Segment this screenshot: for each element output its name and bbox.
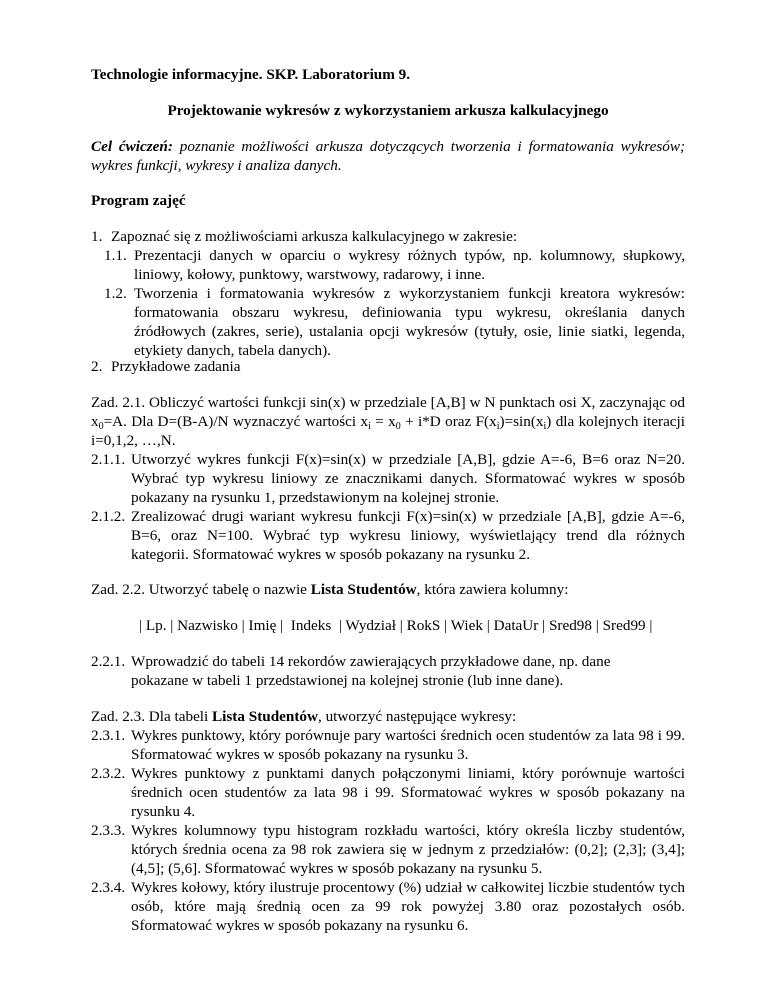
zad21-text-f: ) dla kolejnych iteracji i=0,1,2, …,N. (91, 413, 685, 449)
section1-text: Zapoznać się z możliwościami arkusza kalkulacyjnego w zakresie: (111, 228, 518, 245)
zad22-item-1-num: 2.2.1. (91, 653, 126, 670)
document-title: Projektowanie wykresów z wykorzystaniem arkusza kalkulacyjnego (167, 102, 609, 119)
goal-text: poznanie możliwości arkusza dotyczących tworzenia i formatowania wykresów; wykres funkcji, wykresy i analiza danych. (91, 138, 686, 174)
zad21-item-1-num: 2.1.1. (91, 451, 126, 468)
zad23-item-3-text: Wykres kolumnowy typu histogram rozkładu wartości, który określa liczby studentów, których średnia ocena za 98 rok zawiera się w jednym z przedziałów: (0,2]; (2,3]; (3,4]; (4,5]; (5,6]. Sformatować wykres w sposób pokazany na rysunku 5. (131, 822, 685, 877)
section1-item-2-num: 1.2. (104, 285, 127, 302)
zad22-text-b: , która zawiera kolumny: (416, 581, 569, 598)
zad22-table-name: Lista Studentów (310, 581, 417, 598)
zad23-item-1-num: 2.3.1. (91, 727, 126, 744)
zad21-paragraph (91, 393, 685, 450)
zad21-text-b: =A. Dla D=(B-A)/N wyznaczyć wartości x (103, 413, 369, 430)
zad22-paragraph (91, 580, 685, 599)
zad21-subi: i (368, 421, 371, 432)
program-heading: Program zajęć (91, 192, 186, 209)
zad23-text-a: Zad. 2.3. Dla tabeli (91, 708, 213, 725)
zad21-item-2-num: 2.1.2. (91, 508, 126, 525)
zad21-text-a: Zad. 2.1. Obliczyć wartości funkcji sin(x) w przedziale [A,B] w N punktach osi X, zaczynając od x (91, 394, 685, 430)
section1-item-1-text: Prezentacji danych w oparciu o wykresy różnych typów, np. kolumnowy, słupkowy, liniowy, kołowy, punktowy, warstwowy, radarowy, i inne. (134, 247, 685, 283)
section1-item-2-text: Tworzenia i formatowania wykresów z wykorzystaniem funkcji kreatora wykresów: formatowania obszaru wykresu, definiowania typu wykresu, określania danych źródłowych (zakres, serie), ustalania opcji wykresów (tytuły, osie, linie siatki, legenda, etykiety danych, tabela danych). (134, 285, 685, 359)
zad22-columns: | Lp. | Nazwisko | Imię | Indeks | Wydział | RokS | Wiek | DataUr | Sred98 | Sred99 | (139, 617, 653, 634)
zad21-item-2 (91, 507, 685, 564)
section1-item-2 (104, 284, 685, 360)
zad21-text-d: + i*D oraz F(x (400, 413, 497, 430)
zad23-item-3-num: 2.3.3. (91, 822, 126, 839)
zad23-item-1-text: Wykres punktowy, który porównuje pary wartości średnich ocen studentów za lata 98 i 99. Sformatować wykres w sposób pokazany na rysunku 3. (131, 727, 685, 763)
zad23-text-b: , utworzyć następujące wykresy: (317, 708, 517, 725)
zad23-item-4 (91, 878, 685, 935)
section2-line (91, 357, 685, 376)
zad21-sub0b: 0 (395, 421, 401, 432)
zad22-text-a: Zad. 2.2. Utworzyć tabelę o nazwie (91, 581, 311, 598)
goal-label: Cel ćwiczeń: (91, 138, 173, 155)
course-line: Technologie informacyjne. SKP. Laboratorium 9. (91, 66, 411, 83)
zad23-paragraph (91, 707, 685, 726)
zad22-item-1 (91, 652, 611, 690)
section2-text: Przykładowe zadania (111, 358, 241, 375)
section1-item-1-num: 1.1. (104, 247, 127, 264)
zad23-item-4-num: 2.3.4. (91, 879, 126, 896)
zad21-sub0: 0 (98, 421, 104, 432)
zad22-item-1-text: Wprowadzić do tabeli 14 rekordów zawierających przykładowe dane, np. dane pokazane w tabeli 1 przedstawionej na kolejnej stronie (lub inne dane). (131, 653, 611, 689)
zad21-item-2-text: Zrealizować drugi wariant wykresu funkcji F(x)=sin(x) w przedziale [A,B], gdzie A=-6, B=6, oraz N=100. Wybrać typ wykresu liniowy, wyświetlający trend dla różnych kategorii. Sformatować wykres w sposób pokazany na rysunku 2. (131, 508, 685, 563)
zad21-item-1 (91, 450, 685, 507)
zad23-item-2 (91, 764, 685, 821)
zad23-item-3 (91, 821, 685, 878)
zad23-item-2-text: Wykres punktowy z punktami danych połączonymi liniami, który porównuje wartości średnich ocen studentów za lata 98 i 99. Sformatować wykres w sposób pokazany na rysunku 4. (131, 765, 685, 820)
section1-item-1 (104, 246, 685, 284)
zad21-subi2: i (496, 421, 500, 432)
goal-paragraph (91, 137, 685, 175)
zad21-text-c: = x (370, 413, 396, 430)
zad21-text-e: )=sin(x (499, 413, 544, 430)
zad21-subi3: i (543, 421, 547, 432)
zad23-item-1 (91, 726, 685, 764)
section1-line (91, 227, 685, 246)
zad23-item-4-text: Wykres kołowy, który ilustruje procentowy (%) udział w całkowitej liczbie studentów tych osób, które mają średnią ocen za 99 rok powyżej 3.80 oraz pozostałych osób. Sformatować wykres w sposób pokazany na rysunku 6. (131, 879, 685, 934)
section2-number: 2. (91, 358, 103, 375)
zad23-item-2-num: 2.3.2. (91, 765, 126, 782)
section1-number: 1. (91, 228, 103, 245)
zad23-table-name: Lista Studentów (212, 708, 318, 725)
zad21-item-1-text: Utworzyć wykres funkcji F(x)=sin(x) w przedziale [A,B], gdzie A=-6, B=6 oraz N=20. Wybrać typ wykresu liniowy ze znacznikami danych. Sformatować wykres w sposób pokazany na rysunku 1, przedstawionym na kolejnej stronie. (131, 451, 685, 506)
